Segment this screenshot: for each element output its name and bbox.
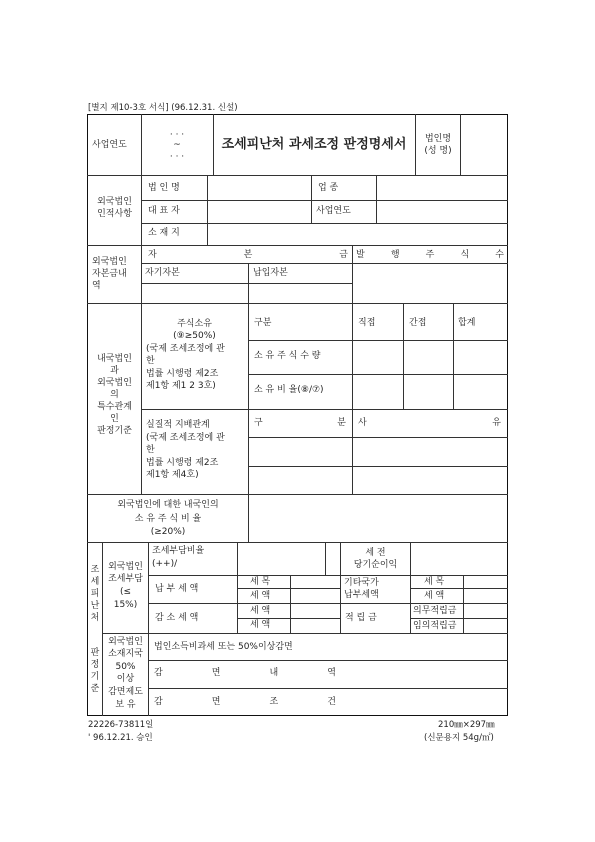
ratio-total-field[interactable] xyxy=(453,375,507,409)
tax-haven-side-4: 난 xyxy=(90,601,100,611)
exemption-condition-label: 감 면 조 건 xyxy=(154,697,336,707)
control-gubun-field-1[interactable] xyxy=(248,438,352,466)
capital-label-3: 역 xyxy=(92,281,101,291)
criteria-side-4: 준 xyxy=(90,684,100,694)
shares-issued-field[interactable] xyxy=(352,264,507,303)
address-label: 소 재 지 xyxy=(148,228,180,238)
row-share-ratio: 소 유 비 율(⑧/⑦) xyxy=(254,385,324,395)
ownership-ratio-field[interactable] xyxy=(248,495,507,542)
exemption-label-6: 보 유 xyxy=(115,700,136,710)
pretax-profit-label-2: 당기순이익 xyxy=(353,560,398,570)
capital-amount-label: 자 본 금 xyxy=(148,250,348,260)
control-block-2: (국제 조세조정에 관 xyxy=(146,433,225,443)
exemption-label-5: 감면제도 xyxy=(108,687,143,697)
paper-size: 210㎜×297㎜ xyxy=(438,720,495,730)
year-dots-top: · · · xyxy=(169,130,185,140)
representative-field[interactable] xyxy=(207,201,311,223)
corp-tax-exemption-text: 법인소득비과세 또는 50%이상감면 xyxy=(154,642,293,652)
control-reason-label: 사 유 xyxy=(358,418,501,428)
reduced-tax-field[interactable] xyxy=(290,604,340,633)
mandatory-reserve-label: 의무적립금 xyxy=(413,606,457,616)
corp-name-sub-label: (성 명) xyxy=(424,146,452,156)
exemption-label-4: 이상 xyxy=(116,674,135,684)
fiscal-year-field[interactable] xyxy=(376,201,507,223)
exemption-detail-field[interactable] xyxy=(340,661,507,688)
tax-amount-1: 세 액 xyxy=(250,591,271,601)
paper-type: (신문용지 54g/㎡) xyxy=(424,733,494,743)
tax-item-1: 세 목 xyxy=(250,577,271,587)
tax-haven-side-2: 세 xyxy=(90,577,100,587)
form-code: 22226-73811일 xyxy=(88,720,154,730)
share-block-4: 한 xyxy=(146,356,155,366)
tax-amount-2: 세 액 xyxy=(424,591,445,601)
burden-ratio-formula: (++)/ xyxy=(152,559,178,569)
burden-ratio-label: 조세부담비율 xyxy=(152,546,205,556)
row-shares-held: 소 유 주 식 수 량 xyxy=(254,351,321,361)
tax-item-2: 세 목 xyxy=(424,577,445,587)
other-tax-field[interactable] xyxy=(463,576,507,603)
ratio-indirect-field[interactable] xyxy=(403,375,453,409)
tax-haven-side-1: 조 xyxy=(90,565,100,575)
other-country-label-1: 기타국가 xyxy=(344,578,379,588)
year-tilde: ~ xyxy=(173,140,181,150)
control-block-3: 한 xyxy=(146,445,155,455)
pretax-profit-field[interactable] xyxy=(410,543,507,575)
exemption-label-2: 소재지국 xyxy=(108,649,143,659)
col-gubun: 구분 xyxy=(254,318,272,328)
representative-label: 대 표 자 xyxy=(148,206,180,216)
other-country-label-2: 납부세액 xyxy=(344,590,379,600)
exemption-label-3: 50% xyxy=(115,662,136,672)
ownership-line-2: 소 유 주 식 비 율 xyxy=(134,514,202,524)
ratio-direct-field[interactable] xyxy=(352,375,403,409)
burden-ratio-field[interactable] xyxy=(237,543,325,575)
burden-label-3: (≤ xyxy=(119,587,132,597)
relation-label-5: 특수관계 xyxy=(97,402,132,412)
paid-capital-label: 납입자본 xyxy=(253,268,288,278)
paid-tax-label: 납 부 세 액 xyxy=(155,584,199,594)
paid-capital-field[interactable] xyxy=(248,284,352,303)
control-block-1: 실질적 지배관계 xyxy=(146,420,210,430)
shares-direct-field[interactable] xyxy=(352,341,403,374)
share-block-3: (국제 조세조정에 관 xyxy=(146,344,225,354)
share-block-2: (⑨≥50%) xyxy=(173,331,216,341)
burden-label-4: 15%) xyxy=(113,600,138,610)
relation-label-2: 과 xyxy=(110,366,119,376)
criteria-side-2: 정 xyxy=(90,660,100,670)
exemption-detail-label: 감 면 내 역 xyxy=(154,668,336,678)
approval-date: ' 96.12.21. 승인 xyxy=(88,733,153,743)
share-block-5: 법률 시행령 제2조 xyxy=(146,369,219,379)
fiscal-year-label: 사업연도 xyxy=(316,206,351,216)
reserve-field[interactable] xyxy=(463,604,507,633)
col-total: 합계 xyxy=(458,318,476,328)
reduced-tax-label: 감 소 세 액 xyxy=(155,613,199,623)
relation-label-6: 인 xyxy=(110,414,119,424)
reserve-label: 적 립 금 xyxy=(345,613,377,623)
control-gubun-field-2[interactable] xyxy=(248,467,352,494)
corp-name-label: 법인명 xyxy=(424,134,452,144)
share-block-6: 제1항 제1 2 3호) xyxy=(146,381,216,391)
criteria-side-3: 기 xyxy=(90,672,100,682)
capital-label-2: 자본금내 xyxy=(92,269,127,279)
tax-haven-side-3: 피 xyxy=(90,589,100,599)
control-reason-field-1[interactable] xyxy=(352,438,507,466)
pretax-profit-label-1: 세 전 xyxy=(365,548,386,558)
share-block-1: 주식소유 xyxy=(177,319,212,329)
relation-label-1: 내국법인 xyxy=(97,354,132,364)
form-header-note: [별지 제10-3호 서식] (96.12.31. 신설) xyxy=(88,103,238,113)
shares-indirect-field[interactable] xyxy=(403,341,453,374)
ownership-line-3: (≥20%) xyxy=(150,527,186,537)
control-block-4: 법률 시행령 제2조 xyxy=(146,458,219,468)
relation-label-3: 외국법인 xyxy=(97,378,132,388)
control-reason-field-2[interactable] xyxy=(352,467,507,494)
rep-name-label: 법 인 명 xyxy=(148,183,180,193)
paid-tax-field[interactable] xyxy=(290,576,340,603)
address-field[interactable] xyxy=(207,224,507,245)
shares-total-field[interactable] xyxy=(453,341,507,374)
industry-field[interactable] xyxy=(376,176,507,200)
control-gubun-label: 구 분 xyxy=(254,418,346,428)
ownership-line-1: 외국법인에 대한 내국인의 xyxy=(117,500,219,510)
burden-label-1: 외국법인 xyxy=(108,562,143,572)
own-capital-field[interactable] xyxy=(141,284,248,303)
control-block-5: 제1항 제4호) xyxy=(146,470,199,480)
exemption-label-1: 외국법인 xyxy=(108,637,143,647)
criteria-side-1: 판 xyxy=(90,648,100,658)
year-dots-bottom: · · · xyxy=(169,152,185,162)
tax-amount-4: 세 액 xyxy=(250,620,271,630)
voluntary-reserve-label: 임의적립금 xyxy=(413,621,457,631)
own-capital-label: 자기자본 xyxy=(145,268,180,278)
col-direct: 직접 xyxy=(358,318,376,328)
col-indirect: 간접 xyxy=(409,318,427,328)
capital-label-1: 외국법인 xyxy=(92,257,127,267)
relation-label-7: 판정기준 xyxy=(97,426,132,436)
tax-amount-3: 세 액 xyxy=(250,606,271,616)
exemption-condition-field[interactable] xyxy=(340,689,507,715)
industry-label: 업 종 xyxy=(318,183,339,193)
shares-issued-label: 발 행 주 식 수 xyxy=(356,250,504,260)
foreign-corp-label-1: 외국법인 xyxy=(97,197,132,207)
form-title: 조세피난처 과세조정 판정명세서 xyxy=(221,137,407,152)
year-label: 사업연도 xyxy=(92,140,127,150)
burden-label-2: 조세부담 xyxy=(108,574,143,584)
relation-label-4: 의 xyxy=(110,390,119,400)
foreign-corp-label-2: 인적사항 xyxy=(97,209,132,219)
rep-name-field[interactable] xyxy=(207,176,311,200)
tax-haven-side-5: 처 xyxy=(90,613,100,623)
